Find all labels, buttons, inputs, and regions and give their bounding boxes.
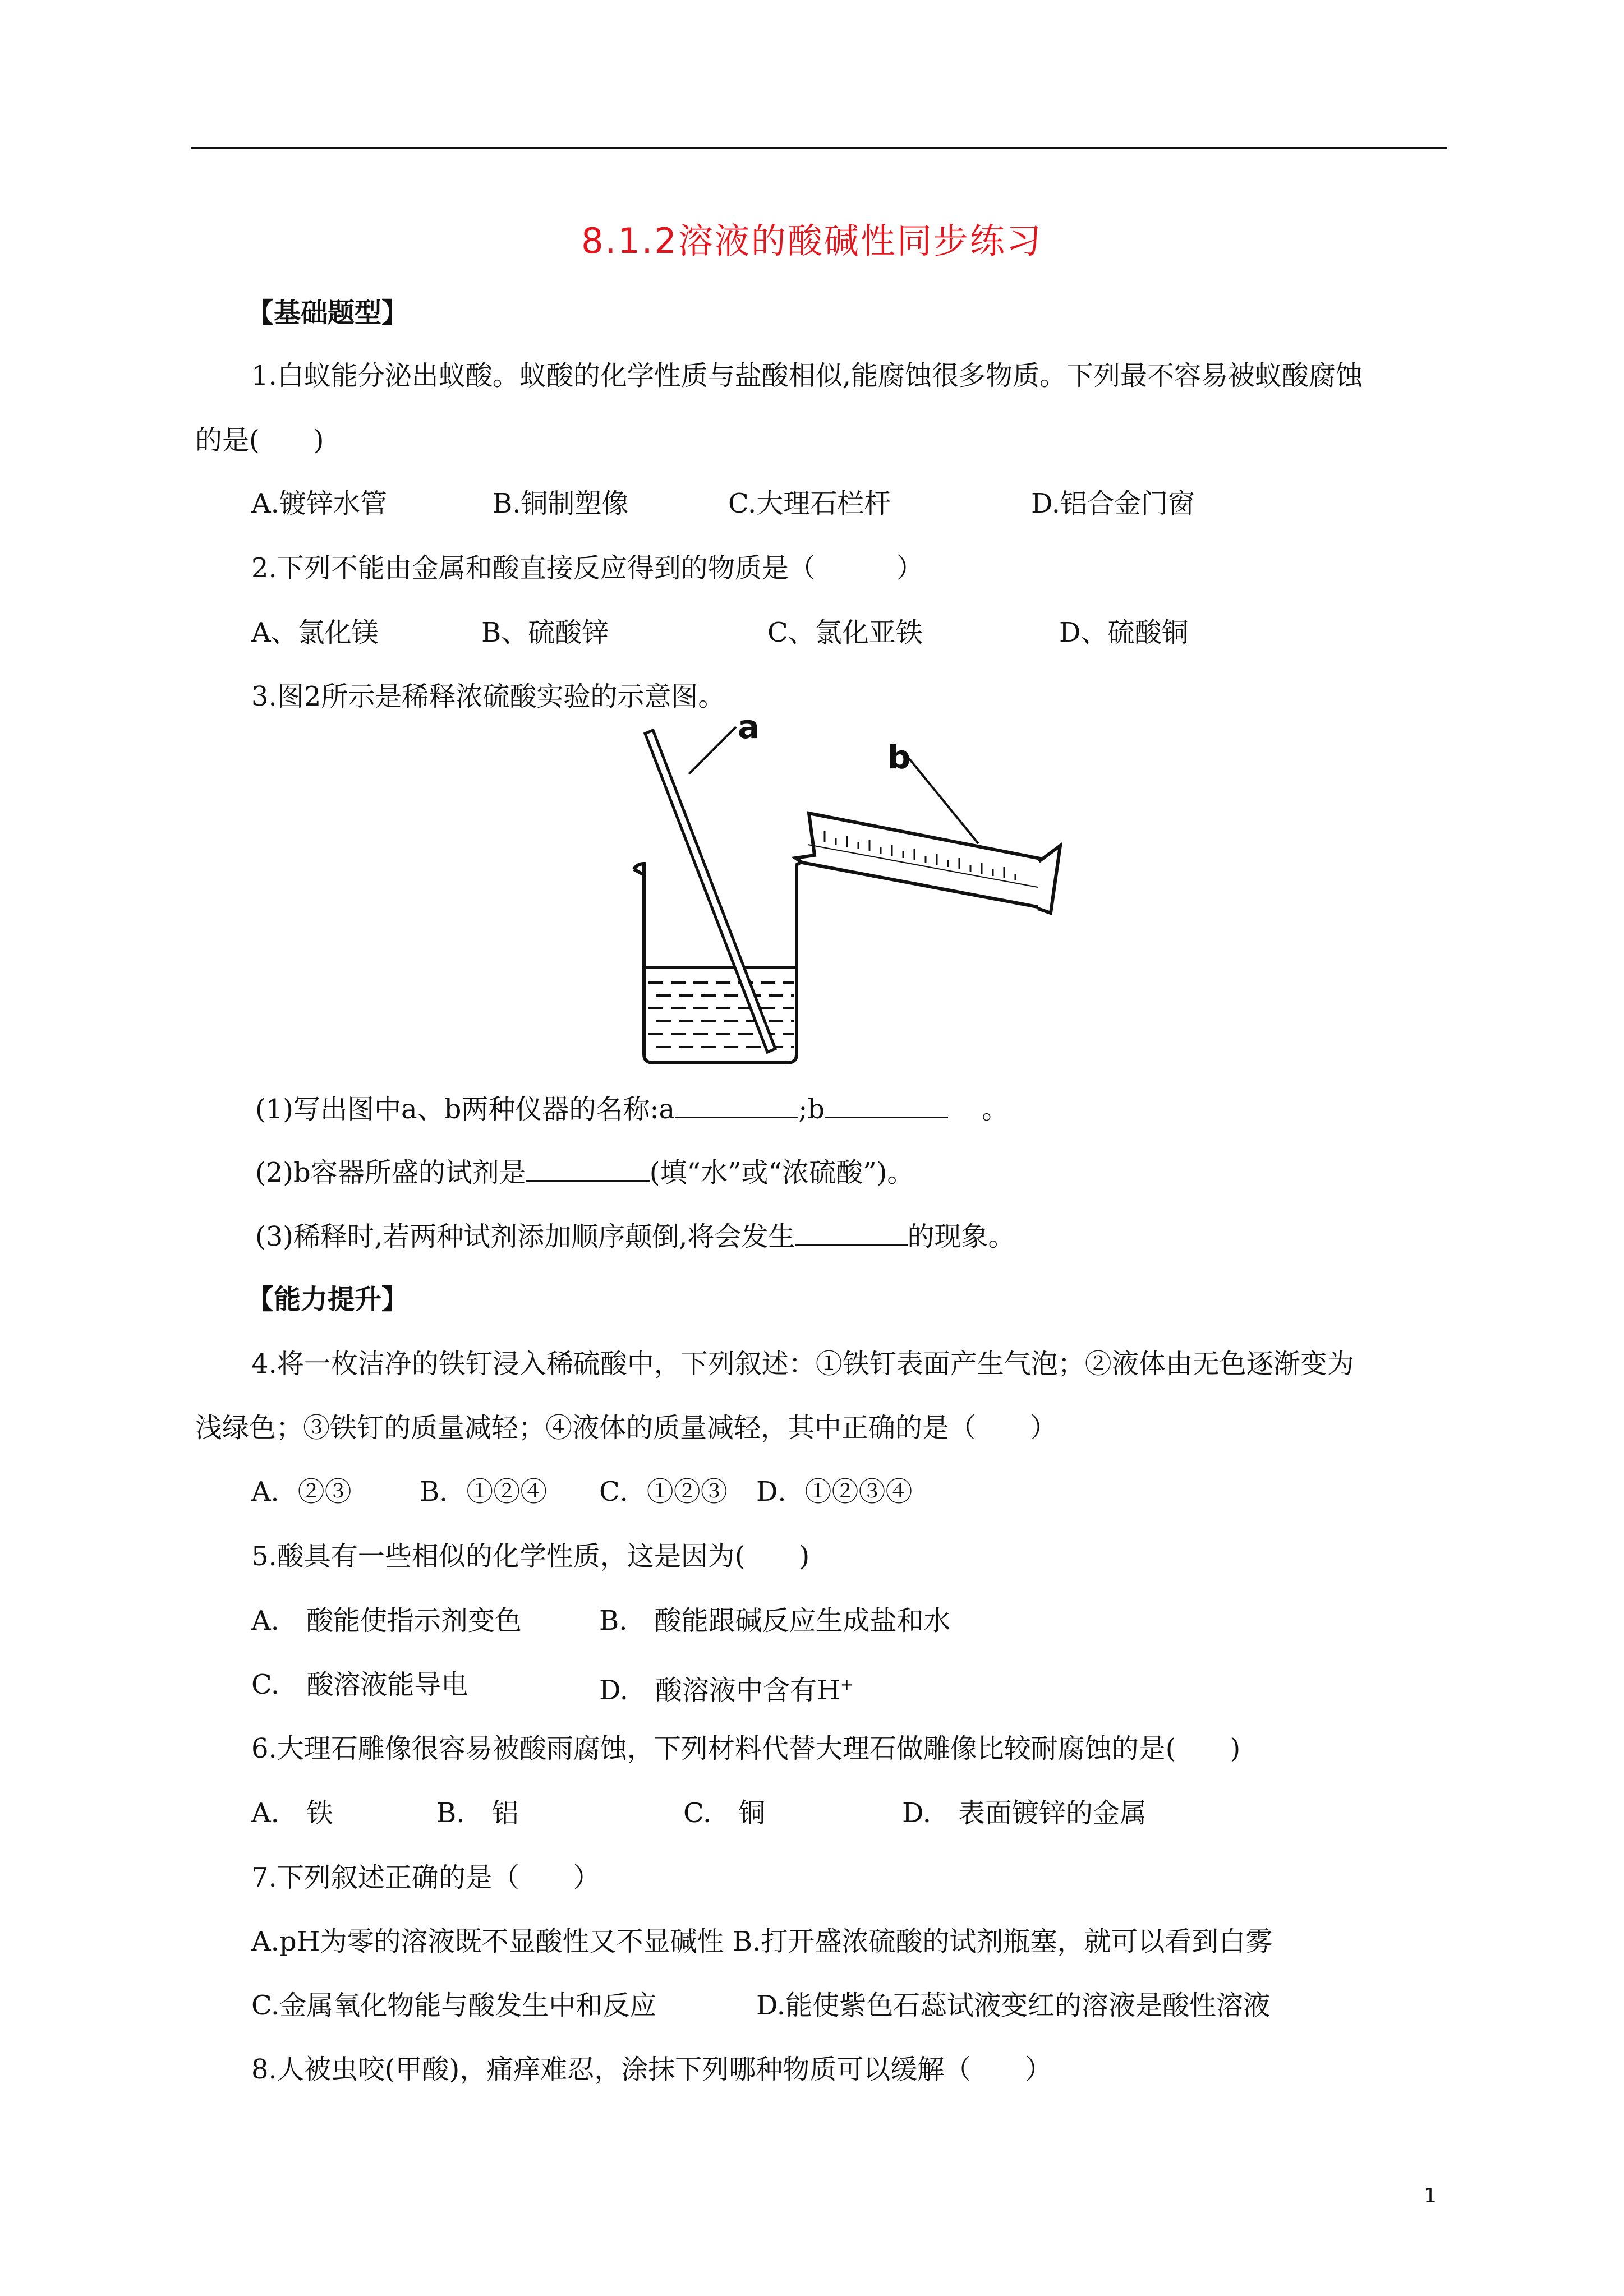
q3-sub1-end: 。: [982, 1094, 1009, 1125]
q5-option-c: C. 酸溶液能导电: [251, 1669, 468, 1700]
q1-option-a: A.镀锌水管: [251, 488, 387, 519]
q7-option-b: B.打开盛浓硫酸的试剂瓶塞，就可以看到白雾: [732, 1926, 1273, 1957]
q3-blank-reagent[interactable]: [526, 1154, 650, 1182]
q5-option-b: B. 酸能跟碱反应生成盐和水: [599, 1605, 951, 1636]
q3-sub2-prefix: (2)b容器所盛的试剂是: [255, 1157, 526, 1188]
q6-option-d: D. 表面镀锌的金属: [902, 1797, 1147, 1829]
q3-sub3: [255, 1218, 1015, 1253]
dilution-diagram: [611, 712, 1094, 1071]
q3-text: 3.图2所示是稀释浓硫酸实验的示意图。: [251, 681, 725, 712]
q3-sub1-prefix: (1)写出图中a、b两种仪器的名称:a: [255, 1094, 675, 1125]
q6-option-a: A. 铁: [251, 1797, 333, 1829]
glass-rod: [645, 730, 775, 1052]
q7-option-a: A.pH为零的溶液既不显酸性又不显碱性: [251, 1926, 724, 1957]
q3-sub2-end: (填“水”或“浓硫酸”)。: [649, 1157, 914, 1188]
graduated-cylinder: [795, 813, 1060, 913]
q3-sub1: [255, 1091, 1009, 1126]
q2-option-a: A、氯化镁: [251, 617, 379, 648]
q2-option-c: C、氯化亚铁: [767, 617, 923, 648]
liquid: [645, 967, 795, 1047]
q2-option-d: D、硫酸铜: [1059, 617, 1189, 648]
q4-option-a: A．②③: [251, 1476, 352, 1507]
q3-sub3-end: 的现象。: [907, 1221, 1015, 1252]
header-rule: [191, 147, 1447, 149]
q3-sub1-mid: ;b: [798, 1094, 825, 1125]
q4-option-b: B．①②④: [420, 1476, 548, 1507]
q6-option-b: B. 铝: [436, 1797, 519, 1829]
q7-options-row1: [251, 1925, 1272, 1958]
q5-option-d-sup: +: [840, 1675, 854, 1694]
q2-option-b: B、硫酸锌: [481, 617, 609, 648]
beaker: [634, 857, 805, 1063]
q5-text: 5.酸具有一些相似的化学性质，这是因为( ): [251, 1541, 810, 1572]
q1-option-b: B.铜制塑像: [493, 488, 629, 519]
page-title: 8.1.2溶液的酸碱性同步练习: [581, 220, 1043, 261]
q4-text-line2: 浅绿色；③铁钉的质量减轻；④液体的质量减轻，其中正确的是（ ）: [195, 1412, 1057, 1444]
q3-blank-phenomenon[interactable]: [795, 1218, 908, 1246]
q3-sub2: [255, 1154, 914, 1190]
q5-option-d-wrap: [599, 1668, 853, 1707]
q4-option-c: C．①②③: [599, 1476, 728, 1507]
q6-text: 6.大理石雕像很容易被酸雨腐蚀，下列材料代替大理石做雕像比较耐腐蚀的是( ): [251, 1733, 1241, 1764]
label-b-leader: [909, 758, 978, 843]
label-a: a: [738, 712, 760, 746]
q1-option-c: C.大理石栏杆: [728, 488, 891, 519]
q3-blank-a[interactable]: [675, 1091, 798, 1118]
q7-text: 7.下列叙述正确的是（ ）: [251, 1862, 600, 1893]
q2-text: 2.下列不能由金属和酸直接反应得到的物质是（ ）: [251, 552, 923, 584]
q7-option-d: D.能使紫色石蕊试液变红的溶液是酸性溶液: [756, 1990, 1271, 2021]
q6-option-c: C. 铜: [683, 1797, 766, 1829]
q8-text: 8.人被虫咬(甲酸)，痛痒难忍，涂抹下列哪种物质可以缓解（ ）: [251, 2054, 1052, 2085]
q4-option-d: D．①②③④: [756, 1476, 913, 1507]
q3-blank-b[interactable]: [825, 1091, 948, 1118]
q1-text-line1: 1.白蚁能分泌出蚁酸。蚁酸的化学性质与盐酸相似,能腐蚀很多物质。下列最不容易被蚁酸腐蚀: [251, 360, 1363, 391]
section-basic: 【基础题型】: [247, 297, 409, 329]
q3-sub3-prefix: (3)稀释时,若两种试剂添加顺序颠倒,将会发生: [255, 1221, 795, 1252]
label-a-leader: [689, 727, 736, 774]
q5-option-a: A. 酸能使指示剂变色: [251, 1605, 522, 1636]
page-number: 1: [1424, 2184, 1437, 2207]
section-advanced: 【能力提升】: [247, 1284, 409, 1315]
q1-text-line2: 的是( ): [195, 425, 324, 456]
q1-option-d: D.铝合金门窗: [1031, 488, 1195, 519]
label-b: b: [887, 738, 911, 776]
q5-option-d: D. 酸溶液中含有H: [599, 1675, 840, 1706]
q7-option-c: C.金属氧化物能与酸发生中和反应: [251, 1990, 657, 2021]
q4-text-line1: 4.将一枚洁净的铁钉浸入稀硫酸中，下列叙述：①铁钉表面产生气泡；②液体由无色逐渐变为: [251, 1348, 1354, 1380]
